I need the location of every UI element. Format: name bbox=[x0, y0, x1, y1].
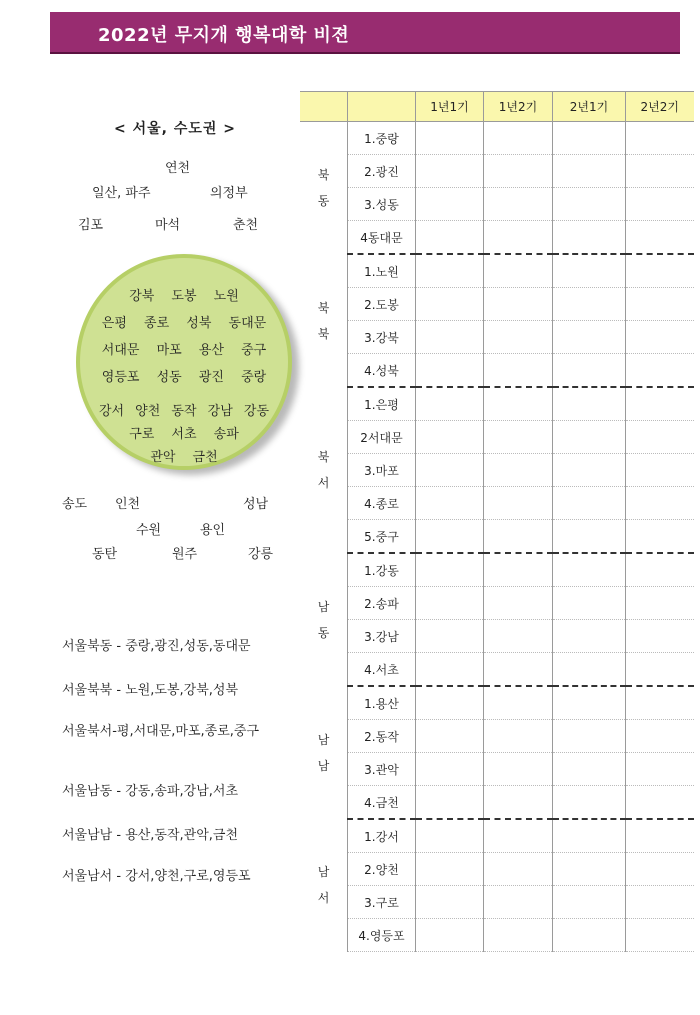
column-header: 1년2기 bbox=[484, 92, 553, 122]
group-label-char: 동 bbox=[317, 194, 330, 208]
group-label bbox=[300, 686, 348, 819]
school-cell: 2.송파 bbox=[348, 587, 416, 620]
schedule-cell[interactable] bbox=[416, 254, 484, 288]
schedule-cell[interactable] bbox=[553, 686, 626, 720]
schedule-cell[interactable] bbox=[416, 720, 484, 753]
table-row bbox=[300, 720, 694, 753]
schedule-cell[interactable] bbox=[416, 421, 484, 454]
schedule-cell[interactable] bbox=[626, 421, 694, 454]
city-ilsan-paju: 일산, 파주 bbox=[92, 186, 151, 201]
schedule-cell[interactable] bbox=[416, 221, 484, 255]
schedule-cell[interactable] bbox=[416, 155, 484, 188]
schedule-cell[interactable] bbox=[553, 853, 626, 886]
school-cell: 4.종로 bbox=[348, 487, 416, 520]
schedule-cell[interactable] bbox=[553, 720, 626, 753]
city-yeoncheon: 연천 bbox=[165, 161, 191, 176]
schedule-cell[interactable] bbox=[484, 686, 553, 720]
schedule-cell[interactable] bbox=[626, 886, 694, 919]
school-cell: 2.동작 bbox=[348, 720, 416, 753]
schedule-cell[interactable] bbox=[626, 221, 694, 255]
schedule-cell[interactable] bbox=[626, 786, 694, 820]
header-group-cell bbox=[300, 92, 348, 122]
schedule-cell[interactable] bbox=[416, 354, 484, 388]
schedule-cell[interactable] bbox=[416, 520, 484, 554]
schedule-cell[interactable] bbox=[553, 254, 626, 288]
schedule-cell[interactable] bbox=[416, 886, 484, 919]
page-title: 2022년 무지개 행복대학 비젼 bbox=[98, 25, 350, 46]
school-cell: 5.중구 bbox=[348, 520, 416, 554]
schedule-cell[interactable] bbox=[553, 919, 626, 952]
table-row bbox=[300, 254, 694, 288]
school-cell: 3.성동 bbox=[348, 188, 416, 221]
schedule-cell[interactable] bbox=[626, 520, 694, 554]
schedule-cell[interactable] bbox=[553, 454, 626, 487]
schedule-cell[interactable] bbox=[484, 421, 553, 454]
schedule-cell[interactable] bbox=[626, 454, 694, 487]
schedule-cell[interactable] bbox=[416, 587, 484, 620]
group-label-char: 동 bbox=[317, 625, 330, 640]
table-row bbox=[300, 221, 694, 255]
schedule-cell[interactable] bbox=[553, 221, 626, 255]
school-cell: 3.강남 bbox=[348, 620, 416, 653]
school-cell: 1.은평 bbox=[348, 387, 416, 421]
schedule-cell[interactable] bbox=[553, 288, 626, 321]
circle-row: 강서 양천 동작 강남 강동 bbox=[98, 404, 270, 419]
header-school-cell bbox=[348, 92, 416, 122]
table-row bbox=[300, 122, 694, 155]
summary-line: 서울남서 - 강서,양천,구로,영등포 bbox=[62, 869, 251, 884]
schedule-cell[interactable] bbox=[416, 853, 484, 886]
circle-row: 강북 도봉 노원 bbox=[129, 289, 239, 304]
circle-row: 영등포 성동 광진 중랑 bbox=[101, 370, 267, 385]
school-cell: 3.마포 bbox=[348, 454, 416, 487]
schedule-cell[interactable] bbox=[484, 321, 553, 354]
city-suwon: 수원 bbox=[136, 523, 162, 538]
schedule-cell[interactable] bbox=[484, 553, 553, 587]
table-row bbox=[300, 188, 694, 221]
schedule-cell[interactable] bbox=[553, 354, 626, 388]
schedule-cell[interactable] bbox=[553, 155, 626, 188]
schedule-cell[interactable] bbox=[626, 254, 694, 288]
table-header-row bbox=[300, 92, 694, 122]
school-cell: 4.영등포 bbox=[348, 919, 416, 952]
schedule-cell[interactable] bbox=[484, 886, 553, 919]
schedule-cell[interactable] bbox=[626, 653, 694, 687]
schedule-cell[interactable] bbox=[484, 786, 553, 820]
city-yongin: 용인 bbox=[200, 523, 226, 538]
summary-line: 서울남동 - 강동,송파,강남,서초 bbox=[62, 784, 239, 799]
schedule-cell[interactable] bbox=[553, 321, 626, 354]
schedule-cell[interactable] bbox=[626, 919, 694, 952]
city-maseok: 마석 bbox=[155, 218, 181, 233]
school-cell: 4.서초 bbox=[348, 653, 416, 687]
schedule-cell[interactable] bbox=[626, 720, 694, 753]
table-row bbox=[300, 587, 694, 620]
schedule-table bbox=[300, 91, 694, 952]
city-seongnam: 성남 bbox=[243, 497, 269, 512]
table-row bbox=[300, 487, 694, 520]
table-row bbox=[300, 288, 694, 321]
school-cell: 2.양천 bbox=[348, 853, 416, 886]
group-label bbox=[300, 254, 348, 387]
schedule-cell[interactable] bbox=[484, 155, 553, 188]
schedule-cell[interactable] bbox=[484, 487, 553, 520]
schedule-cell[interactable] bbox=[484, 387, 553, 421]
group-label-char: 서 bbox=[317, 891, 330, 906]
school-cell: 2.도봉 bbox=[348, 288, 416, 321]
schedule-cell[interactable] bbox=[626, 686, 694, 720]
schedule-cell[interactable] bbox=[416, 487, 484, 520]
schedule-cell[interactable] bbox=[484, 454, 553, 487]
schedule-cell[interactable] bbox=[484, 587, 553, 620]
column-header: 2년1기 bbox=[553, 92, 626, 122]
schedule-cell[interactable] bbox=[484, 620, 553, 653]
table-row bbox=[300, 819, 694, 853]
circle-row: 은평 종로 성북 동대문 bbox=[101, 316, 267, 331]
table-row bbox=[300, 620, 694, 653]
schedule-cell[interactable] bbox=[553, 620, 626, 653]
city-gimpo: 김포 bbox=[78, 218, 104, 233]
table-row bbox=[300, 155, 694, 188]
group-label-char: 북 bbox=[317, 450, 330, 464]
schedule-cell[interactable] bbox=[553, 122, 626, 155]
group-label-char: 남 bbox=[317, 732, 330, 747]
schedule-cell[interactable] bbox=[416, 919, 484, 952]
schedule-cell[interactable] bbox=[626, 620, 694, 653]
table-body bbox=[300, 122, 694, 952]
table-row bbox=[300, 653, 694, 687]
schedule-cell[interactable] bbox=[416, 553, 484, 587]
schedule-cell[interactable] bbox=[416, 686, 484, 720]
group-label bbox=[300, 819, 348, 952]
schedule-cell[interactable] bbox=[484, 221, 553, 255]
schedule-cell[interactable] bbox=[626, 387, 694, 421]
schedule-cell[interactable] bbox=[553, 421, 626, 454]
city-uijeongbu: 의정부 bbox=[210, 186, 248, 201]
circle-row: 구로 서초 송파 bbox=[129, 427, 239, 442]
schedule-cell[interactable] bbox=[626, 288, 694, 321]
group-label bbox=[300, 122, 348, 255]
schedule-cell[interactable] bbox=[484, 753, 553, 786]
group-label-char: 남 bbox=[317, 865, 330, 880]
schedule-cell[interactable] bbox=[553, 387, 626, 421]
school-cell: 2서대문 bbox=[348, 421, 416, 454]
schedule-cell[interactable] bbox=[553, 587, 626, 620]
seoul-district-circle bbox=[76, 254, 292, 470]
table-row bbox=[300, 919, 694, 952]
group-label-char: 남 bbox=[317, 599, 330, 614]
school-cell: 4동대문 bbox=[348, 221, 416, 255]
schedule-cell[interactable] bbox=[626, 587, 694, 620]
schedule-cell[interactable] bbox=[484, 819, 553, 853]
schedule-cell[interactable] bbox=[626, 122, 694, 155]
table-row bbox=[300, 786, 694, 820]
summary-line: 서울북동 - 중랑,광진,성동,동대문 bbox=[62, 639, 251, 654]
title-bar bbox=[50, 12, 680, 54]
schedule-cell[interactable] bbox=[553, 520, 626, 554]
table-row bbox=[300, 421, 694, 454]
schedule-cell[interactable] bbox=[484, 122, 553, 155]
table-row bbox=[300, 321, 694, 354]
table-row bbox=[300, 520, 694, 554]
school-cell: 3.구로 bbox=[348, 886, 416, 919]
group-label bbox=[300, 387, 348, 553]
schedule-cell[interactable] bbox=[553, 753, 626, 786]
school-cell: 3.강북 bbox=[348, 321, 416, 354]
schedule-cell[interactable] bbox=[626, 819, 694, 853]
summary-line: 서울남남 - 용산,동작,관악,금천 bbox=[62, 828, 239, 843]
schedule-cell[interactable] bbox=[626, 321, 694, 354]
table-row bbox=[300, 753, 694, 786]
schedule-cell[interactable] bbox=[416, 786, 484, 820]
schedule-cell[interactable] bbox=[416, 454, 484, 487]
table-row bbox=[300, 387, 694, 421]
school-cell: 3.관악 bbox=[348, 753, 416, 786]
group-label-char: 북 bbox=[317, 326, 330, 341]
school-cell: 1.강서 bbox=[348, 819, 416, 853]
schedule-cell[interactable] bbox=[484, 188, 553, 221]
schedule-cell[interactable] bbox=[553, 553, 626, 587]
city-songdo: 송도 bbox=[62, 497, 88, 512]
schedule-cell[interactable] bbox=[484, 354, 553, 388]
column-header: 2년2기 bbox=[626, 92, 694, 122]
school-cell: 1.노원 bbox=[348, 254, 416, 288]
circle-row: 서대문 마포 용산 중구 bbox=[101, 343, 267, 358]
schedule-cell[interactable] bbox=[416, 321, 484, 354]
group-label-char: 서 bbox=[317, 476, 330, 490]
schedule-cell[interactable] bbox=[626, 753, 694, 786]
schedule-cell[interactable] bbox=[416, 288, 484, 321]
schedule-cell[interactable] bbox=[626, 354, 694, 388]
schedule-cell[interactable] bbox=[484, 853, 553, 886]
schedule-cell[interactable] bbox=[484, 653, 553, 687]
schedule-cell[interactable] bbox=[626, 155, 694, 188]
column-header: 1년1기 bbox=[416, 92, 484, 122]
schedule-cell[interactable] bbox=[626, 553, 694, 587]
table-row bbox=[300, 686, 694, 720]
schedule-cell[interactable] bbox=[416, 819, 484, 853]
schedule-cell[interactable] bbox=[484, 288, 553, 321]
schedule-cell[interactable] bbox=[416, 387, 484, 421]
schedule-cell[interactable] bbox=[626, 853, 694, 886]
city-wonju: 원주 bbox=[172, 547, 198, 562]
table-row bbox=[300, 354, 694, 388]
schedule-cell[interactable] bbox=[416, 188, 484, 221]
city-chuncheon: 춘천 bbox=[233, 218, 259, 233]
schedule-cell[interactable] bbox=[553, 188, 626, 221]
schedule-cell[interactable] bbox=[484, 254, 553, 288]
city-dongtan: 동탄 bbox=[92, 547, 118, 562]
summary-line: 서울북북 - 노원,도봉,강북,성북 bbox=[62, 683, 239, 698]
schedule-cell[interactable] bbox=[484, 720, 553, 753]
school-cell: 2.광진 bbox=[348, 155, 416, 188]
table-row bbox=[300, 553, 694, 587]
region-title: < 서울, 수도권 > bbox=[113, 121, 237, 137]
table-row bbox=[300, 886, 694, 919]
city-incheon: 인천 bbox=[115, 497, 141, 512]
schedule-cell[interactable] bbox=[416, 122, 484, 155]
schedule-cell[interactable] bbox=[553, 487, 626, 520]
schedule-cell[interactable] bbox=[553, 819, 626, 853]
group-label-char: 북 bbox=[317, 300, 330, 315]
circle-row: 관악 금천 bbox=[150, 450, 218, 465]
table-row bbox=[300, 853, 694, 886]
schedule-cell[interactable] bbox=[416, 653, 484, 687]
table-row bbox=[300, 454, 694, 487]
schedule-cell[interactable] bbox=[484, 520, 553, 554]
schedule-cell[interactable] bbox=[626, 188, 694, 221]
group-label bbox=[300, 553, 348, 686]
schedule-cell[interactable] bbox=[416, 753, 484, 786]
school-cell: 4.성북 bbox=[348, 354, 416, 388]
school-cell: 1.강동 bbox=[348, 553, 416, 587]
schedule-cell[interactable] bbox=[553, 886, 626, 919]
schedule-cell[interactable] bbox=[484, 919, 553, 952]
school-cell: 1.용산 bbox=[348, 686, 416, 720]
schedule-cell[interactable] bbox=[626, 487, 694, 520]
group-label-char: 남 bbox=[317, 758, 330, 773]
schedule-cell[interactable] bbox=[553, 653, 626, 687]
school-cell: 1.중랑 bbox=[348, 122, 416, 155]
schedule-cell[interactable] bbox=[416, 620, 484, 653]
summary-line: 서울북서-평,서대문,마포,종로,중구 bbox=[62, 724, 260, 739]
group-label-char: 북 bbox=[317, 168, 330, 182]
schedule-cell[interactable] bbox=[553, 786, 626, 820]
school-cell: 4.금천 bbox=[348, 786, 416, 820]
city-gangneung: 강릉 bbox=[248, 547, 274, 562]
